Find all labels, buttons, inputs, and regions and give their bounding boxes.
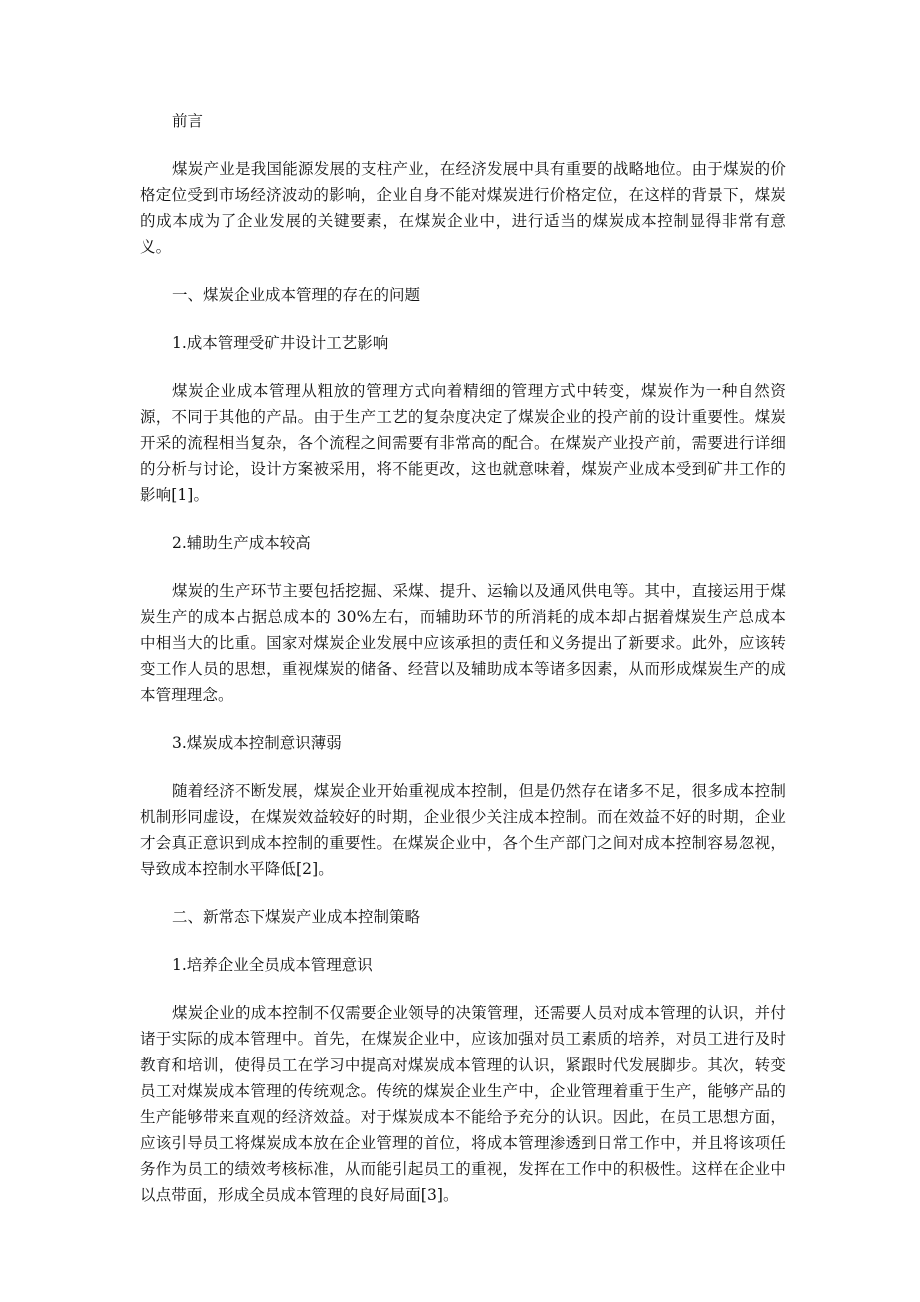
preface-heading: 前言 bbox=[172, 112, 204, 130]
subsection-1-1-heading: 1.成本管理受矿井设计工艺影响 bbox=[172, 334, 389, 352]
subsection-1-2-heading: 2.辅助生产成本较高 bbox=[172, 534, 311, 552]
subsection-1-3-heading: 3.煤炭成本控制意识薄弱 bbox=[172, 734, 342, 752]
intro-paragraph: 煤炭产业是我国能源发展的支柱产业，在经济发展中具有重要的战略地位。由于煤炭的价格定位受到市场经济波动的影响，企业自身不能对煤炭进行价格定位，在这样的背景下，煤炭的成本成为了企业发展的关键要素，在煤炭企业中，进行适当的煤炭成本控制显得非常有意义。 bbox=[140, 160, 786, 256]
document-page bbox=[140, 108, 786, 1230]
section-1-heading: 一、煤炭企业成本管理的存在的问题 bbox=[172, 286, 421, 304]
section-2-heading: 二、新常态下煤炭产业成本控制策略 bbox=[172, 908, 421, 926]
subsection-1-1-paragraph: 煤炭企业成本管理从粗放的管理方式向着精细的管理方式中转变，煤炭作为一种自然资源，不同于其他的产品。由于生产工艺的复杂度决定了煤炭企业的投产前的设计重要性。煤炭开采的流程相当复杂，各个流程之间需要有非常高的配合。在煤炭产业投产前，需要进行详细的分析与讨论，设计方案被采用，将不能更改，这也就意味着，煤炭产业成本受到矿井工作的影响[1]。 bbox=[140, 382, 786, 504]
subsection-1-2-paragraph: 煤炭的生产环节主要包括挖掘、采煤、提升、运输以及通风供电等。其中，直接运用于煤炭生产的成本占据总成本的 30%左右，而辅助环节的所消耗的成本却占据着煤炭生产总成本中相当大的比重。国家对煤炭企业发展中应该承担的责任和义务提出了新要求。此外，应该转变工作人员的思想，重视煤炭的储备、经营以及辅助成本等诸多因素，从而形成煤炭生产的成本管理理念。 bbox=[140, 582, 786, 704]
subsection-2-1-heading: 1.培养企业全员成本管理意识 bbox=[172, 956, 373, 974]
subsection-1-3-paragraph: 随着经济不断发展，煤炭企业开始重视成本控制，但是仍然存在诸多不足，很多成本控制机制形同虚设，在煤炭效益较好的时期，企业很少关注成本控制。而在效益不好的时期，企业才会真正意识到成本控制的重要性。在煤炭企业中，各个生产部门之间对成本控制容易忽视，导致成本控制水平降低[2]。 bbox=[140, 782, 786, 878]
subsection-2-1-paragraph: 煤炭企业的成本控制不仅需要企业领导的决策管理，还需要人员对成本管理的认识，并付诸于实际的成本管理中。首先，在煤炭企业中，应该加强对员工素质的培养，对员工进行及时教育和培训，使得员工在学习中提高对煤炭成本管理的认识，紧跟时代发展脚步。其次，转变员工对煤炭成本管理的传统观念。传统的煤炭企业生产中，企业管理着重于生产，能够产品的生产能够带来直观的经济效益。对于煤炭成本不能给予充分的认识。因此，在员工思想方面，应该引导员工将煤炭成本放在企业管理的首位，将成本管理渗透到日常工作中，并且将该项任务作为员工的绩效考核标准，从而能引起员工的重视，发挥在工作中的积极性。这样在企业中以点带面，形成全员成本管理的良好局面[3]。 bbox=[140, 1004, 786, 1204]
